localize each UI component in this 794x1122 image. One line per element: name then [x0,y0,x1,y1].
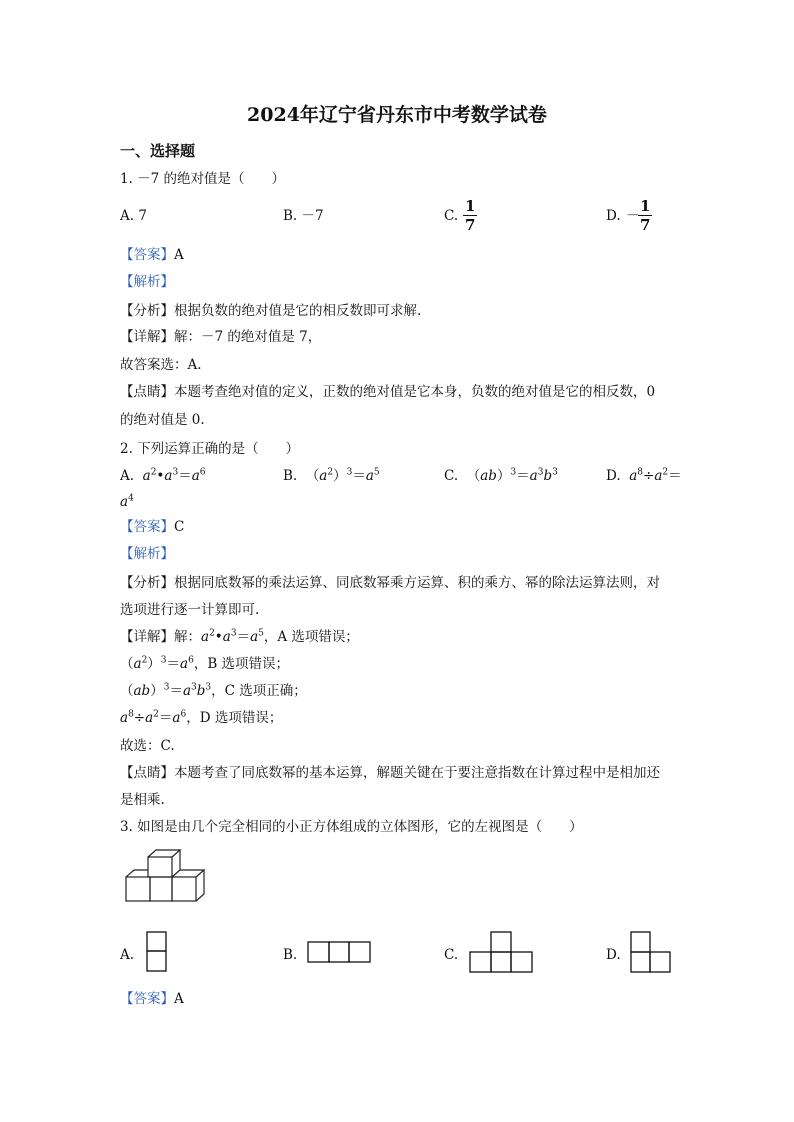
q2-stem: 2. 下列运算正确的是（ ） [120,441,300,457]
q2-option-b: B. $(a^2)^3=a^5$ [283,467,380,484]
q3-view-b [307,941,373,964]
q2-option-d: D. $a^8\div a^2=$ [606,467,682,484]
q1-option-d: D. [606,208,621,224]
q3-view-d [630,931,672,974]
q1-option-a: A. 7 [120,208,147,224]
q1-dianjing: 【点睛】本题考查绝对值的定义，正数的绝对值是它本身，负数的绝对值是它的相反数，0 [120,384,656,400]
q1-d-fraction: $\frac{1}{7}$ [640,197,651,234]
q2-xiangjie-d: $a^8\div a^2=a^6$，D 选项错误； [120,709,283,726]
page-title: 2024年辽宁省丹东市中考数学试卷 [247,104,547,126]
q2-dianjing: 【点睛】本题考查了同底数幂的基本运算，解题关键在于要注意指数在计算过程中是相加还 [120,765,660,781]
q1-option-b: B. －7 [283,208,324,224]
q3-option-b: B. [283,947,298,963]
q1-c-fraction: $\frac{1}{7}$ [465,197,476,234]
section-heading: 一、选择题 [120,142,196,160]
q1-option-c: C. [444,208,459,224]
q3-option-c: C. [444,947,459,963]
q1-answer: 【答案】A [120,247,184,263]
q3-option-a: A. [120,947,135,963]
q1-conclusion: 故答案选：A. [120,357,202,373]
q2-answer: 【答案】C [120,519,185,535]
q3-solid-figure [125,848,207,906]
q3-option-d: D. [606,947,621,963]
q3-answer: 【答案】A [120,991,184,1007]
q2-conclusion: 故选：C. [120,738,175,754]
q3-stem: 3. 如图是由几个完全相同的小正方体组成的立体图形，它的左视图是（ ） [120,819,583,835]
q1-stem: 1. －7 的绝对值是（ ） [120,171,286,187]
q2-option-c: C. $(ab)^3=a^3b^3$ [444,467,558,484]
q2-dianjing-cont: 是相乘. [120,792,165,808]
q2-fenxi: 【分析】根据同底数幂的乘法运算、同底数幂乘方运算、积的乘方、幂的除法运算法则，对 [120,575,660,591]
q2-xiangjie-a: 【详解】解：$a^2•a^3=a^5$，A 选项错误； [120,628,359,645]
q1-xiangjie: 【详解】解：－7 的绝对值是 7， [120,329,322,345]
q1-fenxi: 【分析】根据负数的绝对值是它的相反数即可求解. [120,303,422,319]
q2-xiangjie-c: $(ab)^3=a^3b^3$，C 选项正确； [120,682,307,699]
q2-fenxi-cont: 选项进行逐一计算即可. [120,602,260,618]
q3-view-a [146,931,168,973]
q2-option-a: A. $a^2•a^3=a^6$ [120,467,206,484]
q2-analysis-label: 【解析】 [120,546,174,562]
q1-d-negative: － [626,208,640,224]
q3-view-c [469,931,535,974]
q1-dianjing-cont: 的绝对值是 0. [120,412,205,428]
q2-option-d-cont: $a^4$ [120,493,134,510]
q2-xiangjie-b: $(a^2)^3=a^6$，B 选项错误； [120,655,290,672]
q1-analysis-label: 【解析】 [120,274,174,290]
